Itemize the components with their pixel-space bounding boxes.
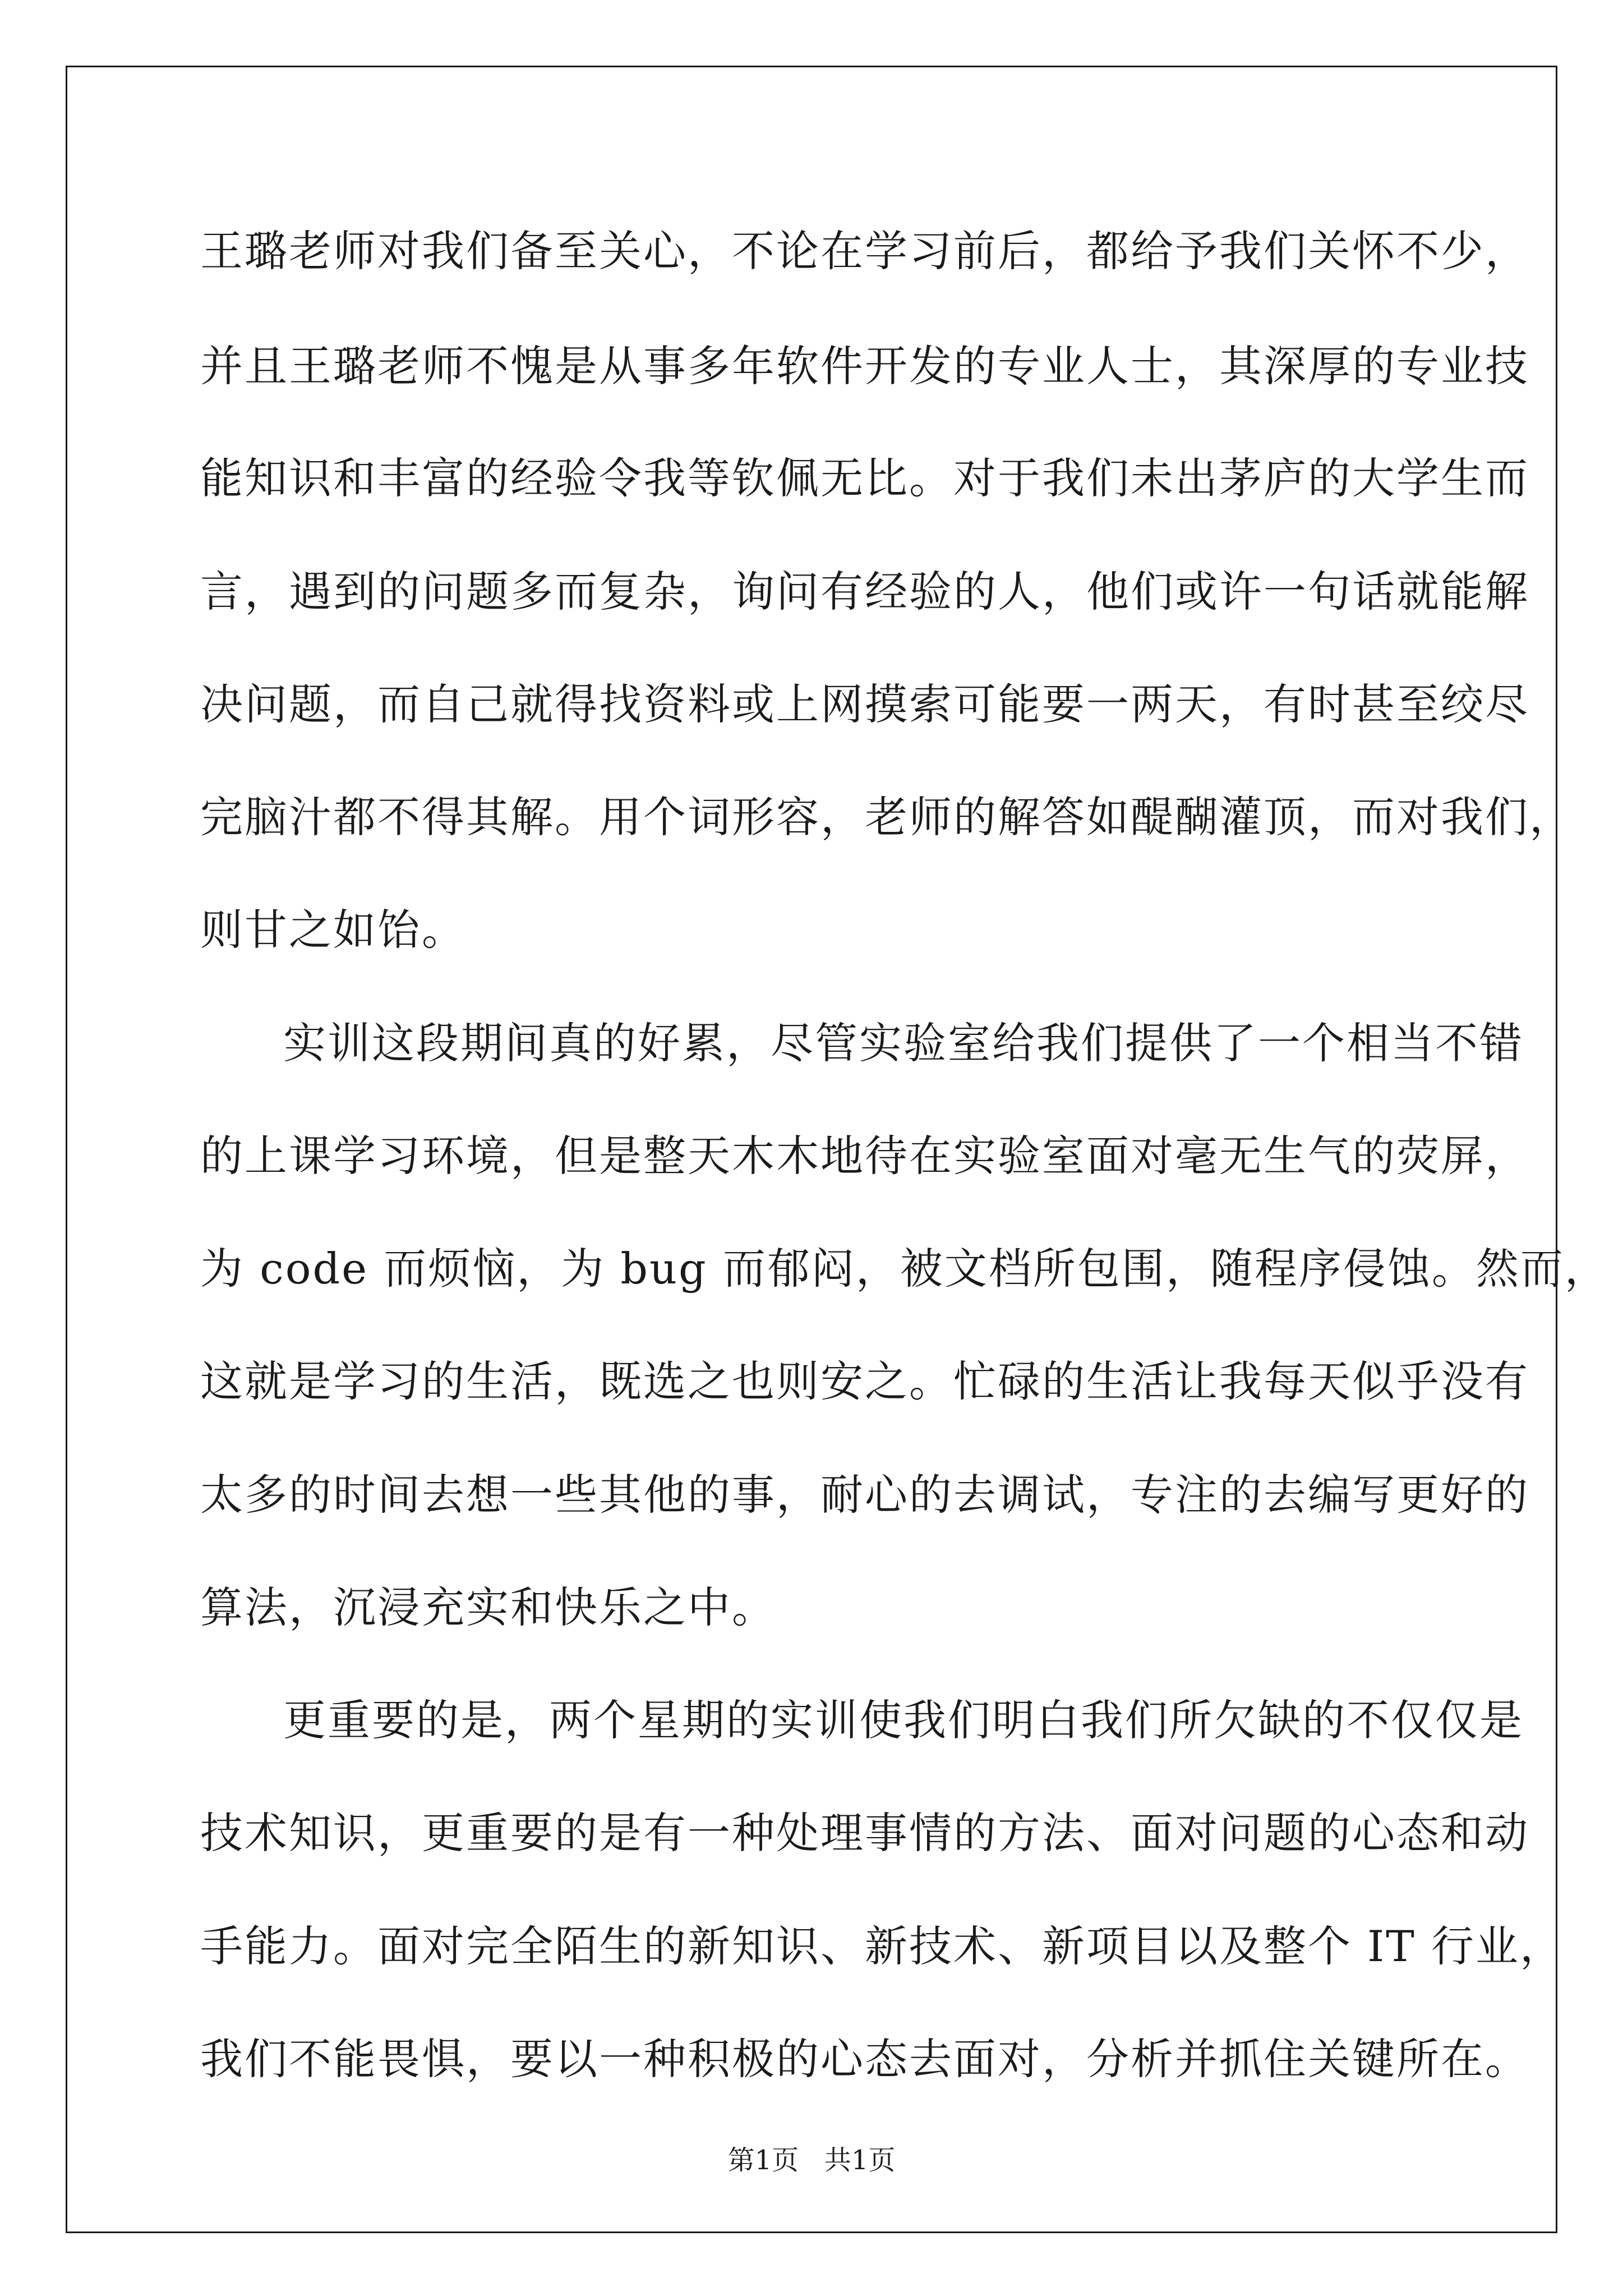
text-line-5: 决问题，而自己就得找资料或上网摸索可能要一两天，有时甚至绞尽 xyxy=(200,679,1529,729)
text-line-12: 太多的时间去想一些其他的事，耐心的去调试，专注的去编写更好的 xyxy=(200,1470,1529,1520)
text-line-14: 更重要的是，两个星期的实训使我们明白我们所欠缺的不仅仅是 xyxy=(283,1695,1524,1745)
text-line-1: 王璐老师对我们备至关心，不论在学习前后，都给予我们关怀不少， xyxy=(200,226,1529,276)
text-line-3: 能知识和丰富的经验令我等钦佩无比。对于我们未出茅庐的大学生而 xyxy=(200,453,1529,503)
text-line-9: 的上课学习环境，但是整天木木地待在实验室面对毫无生气的荧屏， xyxy=(200,1131,1529,1181)
text-line-8: 实训这段期间真的好累，尽管实验室给我们提供了一个相当不错 xyxy=(283,1018,1524,1068)
page-footer: 第1页 共1页 xyxy=(727,2145,896,2176)
text-line-16: 手能力。面对完全陌生的新知识、新技术、新项目以及整个 IT 行业， xyxy=(200,1921,1565,1971)
text-line-2: 并且王璐老师不愧是从事多年软件开发的专业人士，其深厚的专业技 xyxy=(200,341,1529,391)
text-line-17: 我们不能畏惧，要以一种积极的心态去面对，分析并抓住关键所在。 xyxy=(200,2034,1529,2084)
text-line-6: 完脑汁都不得其解。用个词形容，老师的解答如醍醐灌顶，而对我们， xyxy=(200,792,1574,842)
text-line-11: 这就是学习的生活，既选之也则安之。忙碌的生活让我每天似乎没有 xyxy=(200,1356,1529,1406)
text-line-7: 则甘之如饴。 xyxy=(200,905,466,955)
text-line-13: 算法，沉浸充实和快乐之中。 xyxy=(200,1582,776,1632)
text-line-15: 技术知识，更重要的是有一种处理事情的方法、面对问题的心态和动 xyxy=(200,1808,1529,1858)
text-line-10: 为 code 而烦恼，为 bug 而郁闷，被文档所包围，随程序侵蚀。然而， xyxy=(200,1244,1609,1294)
text-line-4: 言，遇到的问题多而复杂，询问有经验的人，他们或许一句话就能解 xyxy=(200,567,1529,616)
